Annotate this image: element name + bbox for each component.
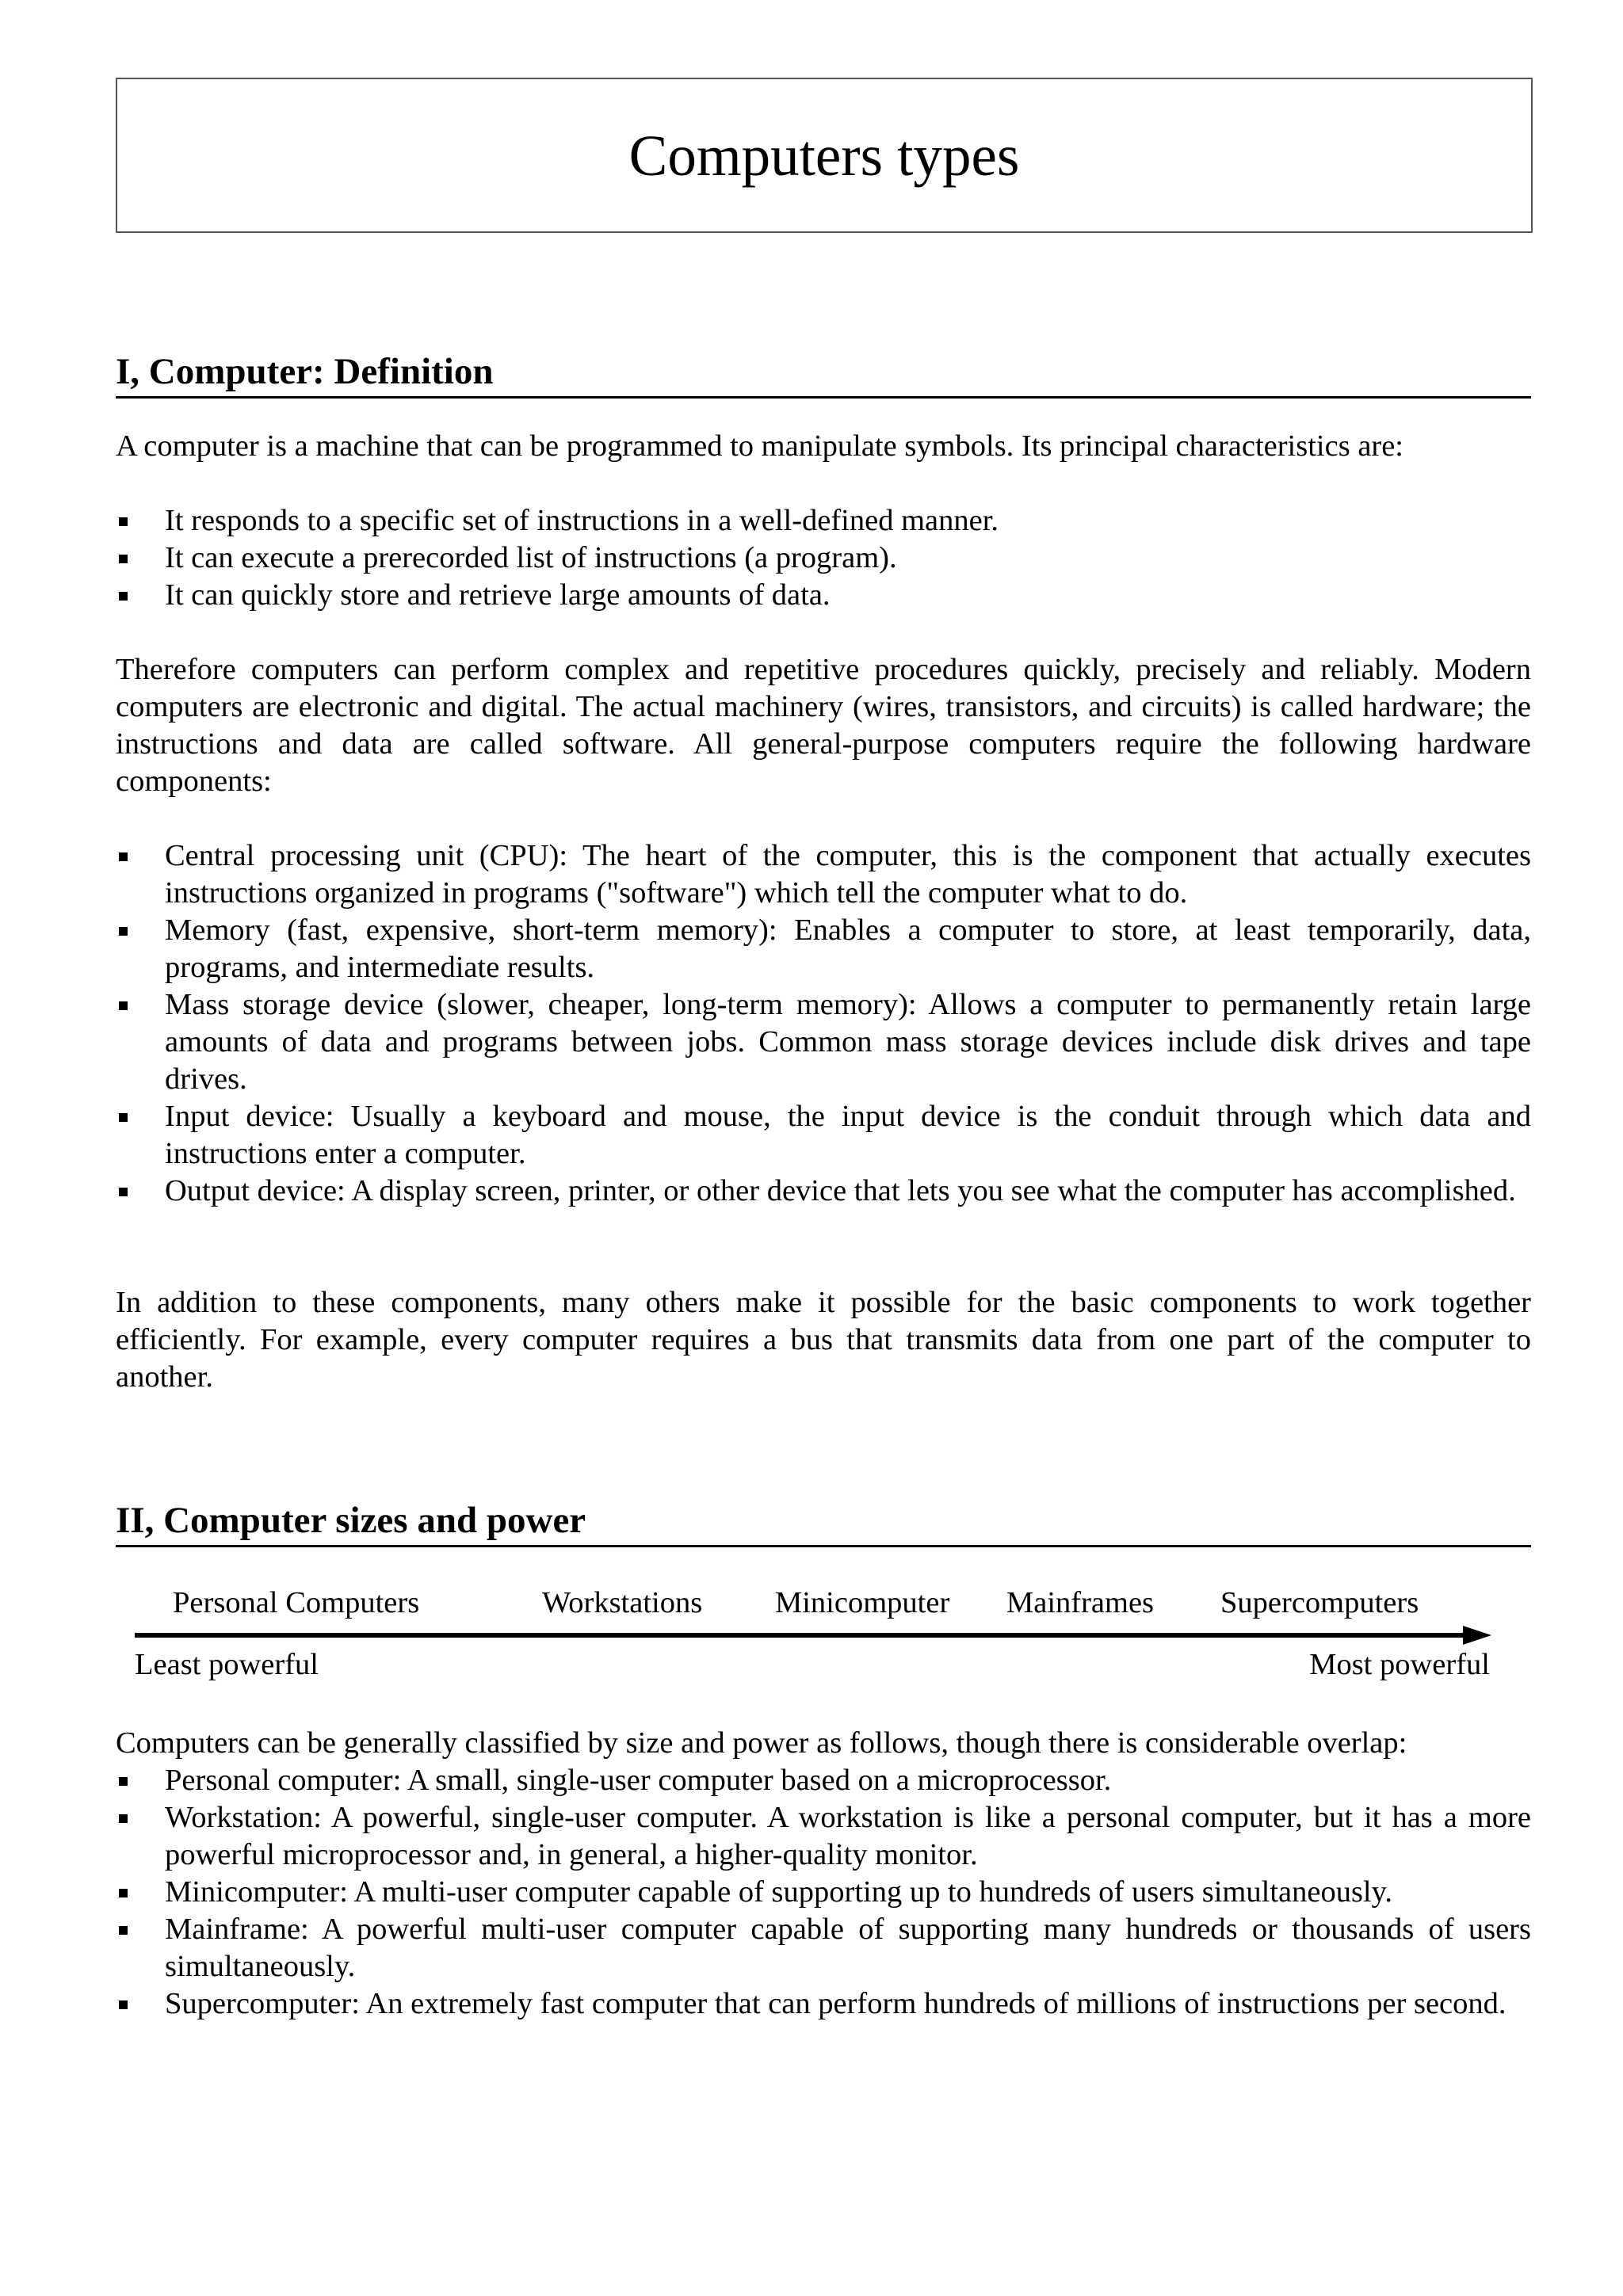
scale-label-mainframes: Mainframes xyxy=(1006,1586,1155,1619)
section-heading-definition: I, Computer: Definition xyxy=(116,349,1531,399)
components-list xyxy=(116,837,1531,1210)
bullet-square-icon xyxy=(119,1926,128,1935)
power-scale-diagram xyxy=(116,1585,1531,1695)
list-item: Personal computer: A small, single-user computer based on a microprocessor. xyxy=(116,1762,1531,1799)
scale-label-supercomputers: Supercomputers xyxy=(1220,1586,1419,1619)
characteristics-list xyxy=(116,502,1531,614)
bullet-square-icon xyxy=(119,517,128,526)
scale-label-most-powerful: Most powerful xyxy=(1309,1648,1490,1681)
list-item: Output device: A display screen, printer, or other device that lets you see what the computer has accomplished. xyxy=(116,1173,1531,1210)
list-item: It can execute a prerecorded list of instructions (a program). xyxy=(116,540,1531,577)
bullet-square-icon xyxy=(119,2000,128,2009)
bullet-square-icon xyxy=(119,1777,128,1786)
scale-label-least-powerful: Least powerful xyxy=(135,1648,319,1681)
list-item: Supercomputer: An extremely fast computer that can perform hundreds of millions of instructions per second. xyxy=(116,1985,1531,2023)
definition-paragraph-3: In addition to these components, many others make it possible for the basic components to work together efficiently. For example, every computer requires a bus that transmits data from one part of the computer to another. xyxy=(116,1286,1531,1394)
bullet-square-icon xyxy=(119,555,128,563)
bullet-square-icon xyxy=(119,1113,128,1122)
list-item: Memory (fast, expensive, short-term memory): Enables a computer to store, at least temporarily, data, programs, and intermediate results. xyxy=(116,912,1531,986)
list-item: It responds to a specific set of instructions in a well-defined manner. xyxy=(116,502,1531,540)
power-arrow-icon xyxy=(116,1624,1531,1648)
definition-intro: A computer is a machine that can be programmed to manipulate symbols. Its principal characteristics are: xyxy=(116,429,1404,463)
scale-label-workstations: Workstations xyxy=(542,1586,703,1619)
definition-paragraph-2: Therefore computers can perform complex and repetitive procedures quickly, precisely and reliably. Modern computers are electronic and digital. The actual machinery (wires, transistors, and circuits) is called hardware; the instructions and data are called software. All general-purpose computers require the following hardware components: xyxy=(116,653,1531,798)
list-item: Workstation: A powerful, single-user computer. A workstation is like a personal computer, but it has a more powerful microprocessor and, in general, a higher-quality monitor. xyxy=(116,1799,1531,1874)
bullet-square-icon xyxy=(119,852,128,861)
list-item: Minicomputer: A multi-user computer capable of supporting up to hundreds of users simultaneously. xyxy=(116,1874,1531,1911)
title-box xyxy=(116,78,1533,233)
sizes-intro: Computers can be generally classified by size and power as follows, though there is considerable overlap: xyxy=(116,1726,1407,1760)
list-item: Central processing unit (CPU): The heart of the computer, this is the component that actually executes instructions organized in programs ("software") which tell the computer what to do. xyxy=(116,837,1531,912)
scale-label-personal-computers: Personal Computers xyxy=(173,1586,420,1619)
scale-label-minicomputer: Minicomputer xyxy=(775,1586,950,1619)
bullet-square-icon xyxy=(119,1814,128,1823)
computer-types-list xyxy=(116,1762,1531,2023)
list-item: Input device: Usually a keyboard and mouse, the input device is the conduit through which data and instructions enter a computer. xyxy=(116,1098,1531,1173)
section-heading-sizes: II, Computer sizes and power xyxy=(116,1497,1531,1547)
bullet-square-icon xyxy=(119,592,128,601)
list-item: It can quickly store and retrieve large amounts of data. xyxy=(116,577,1531,614)
bullet-square-icon xyxy=(119,1188,128,1196)
document-title: Computers types xyxy=(628,123,1020,188)
list-item: Mainframe: A powerful multi-user computer capable of supporting many hundreds or thousands of users simultaneously. xyxy=(116,1911,1531,1985)
bullet-square-icon xyxy=(119,927,128,936)
bullet-square-icon xyxy=(119,1001,128,1010)
bullet-square-icon xyxy=(119,1889,128,1897)
list-item: Mass storage device (slower, cheaper, long-term memory): Allows a computer to permanently retain large amounts of data and programs between jobs. Common mass storage devices include disk drives and tape drives. xyxy=(116,986,1531,1098)
